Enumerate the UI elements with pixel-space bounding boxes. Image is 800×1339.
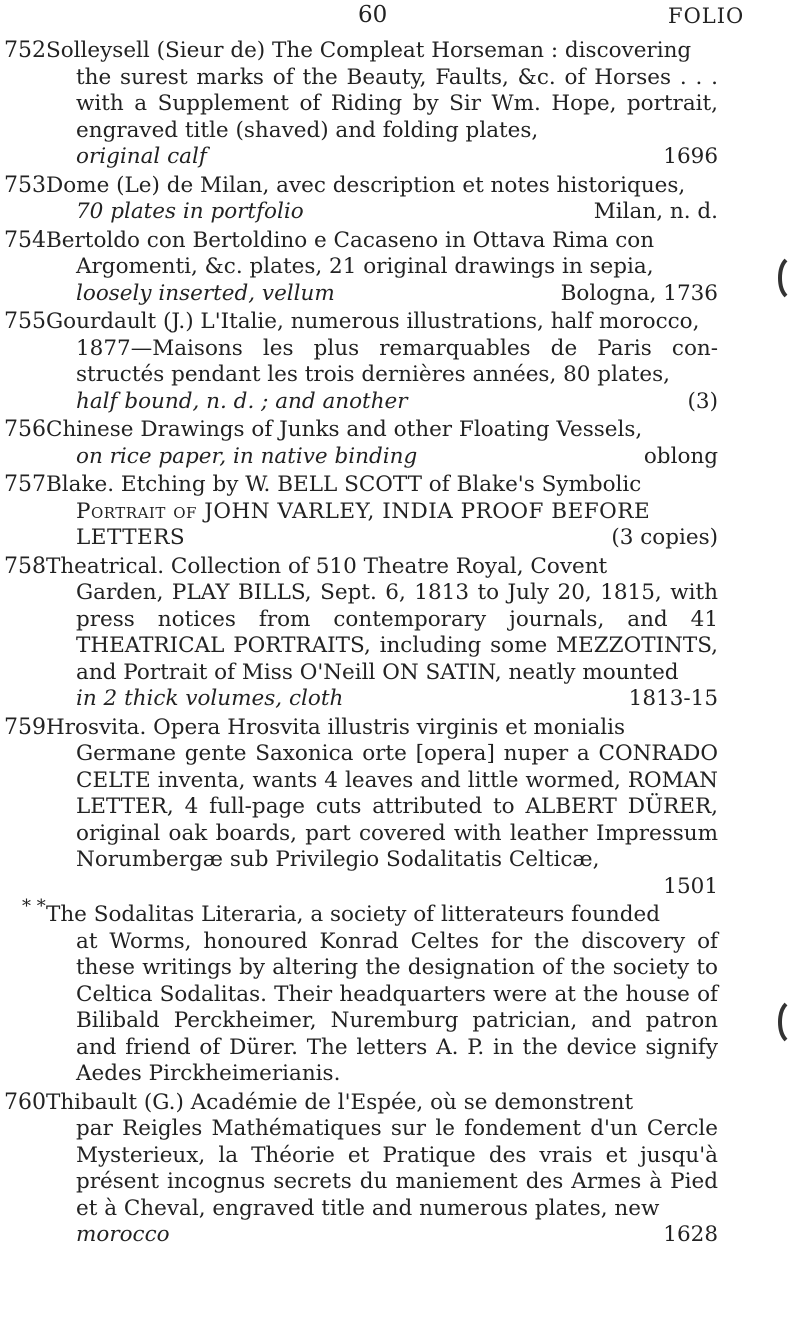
entry-binding: loosely inserted, vellum [76, 280, 335, 306]
entry-binding: 70 plates in portfolio [76, 199, 304, 224]
lot-entry [0, 472, 800, 552]
entry-heading: Theatrical. Collection of 510 Theatre Royal, Covent [46, 553, 608, 579]
entry-binding: on rice paper, in native binding [76, 443, 418, 469]
entry-format: oblong [643, 443, 718, 469]
lot-number: 752 [4, 38, 46, 63]
margin-bracket-icon [776, 1002, 790, 1042]
entry-quantity: (3) [687, 388, 718, 414]
page-number: 60 [358, 2, 388, 28]
lot-entry [0, 417, 800, 470]
lot-entry [0, 715, 800, 901]
entry-state: LETTERS [76, 525, 186, 550]
entry-description: Portrait of JOHN VARLEY, INDIA PROOF BEFORE [76, 498, 651, 524]
lot-entry [0, 309, 800, 415]
lot-entry [0, 228, 800, 308]
entry-quantity: (3 copies) [611, 525, 718, 550]
entry-heading: Dome (Le) de Milan, avec description et notes historiques, [46, 172, 686, 198]
entry-binding: half bound, n. d. ; and another [76, 388, 408, 414]
entry-heading: Bertoldo con Bertoldino e Cacaseno in Ottava Rima con [46, 227, 655, 253]
lot-number: 759 [4, 714, 46, 740]
note-heading: The Sodalitas Literaria, a society of litterateurs founded [46, 902, 661, 927]
entry-heading: Solleysell (Sieur de) The Compleat Horseman : discovering [46, 38, 692, 63]
entry-description: Argomenti, &c. plates, 21 original drawings in sepia, [76, 254, 654, 279]
entry-heading: Hrosvita. Opera Hrosvita illustris virginis et monialis [46, 714, 626, 740]
entry-date: 1813-15 [628, 686, 718, 711]
entry-description: 1877—Maisons les plus remarquables de Paris con-structés pendant les trois dernières années, 80 plates, [76, 335, 718, 387]
lot-number: 756 [4, 417, 46, 442]
entry-binding: in 2 thick volumes, cloth [76, 686, 344, 711]
entry-binding: original calf [76, 144, 207, 169]
asterism-mark: * * [22, 896, 46, 917]
entry-description: Garden, PLAY BILLS, Sept. 6, 1813 to July 20, 1815, with press notices from contemporary journals, and 41 THEATRICAL PORTRAITS, including some MEZZOTINTS, and Portrait of Miss O'Neill ON SATIN, neatly mounted [76, 580, 718, 685]
lot-entry [0, 173, 800, 226]
lot-entry [0, 554, 800, 713]
lot-number: 760 [4, 1089, 46, 1115]
running-title: FOLIO [668, 4, 745, 28]
entry-date: 1696 [663, 144, 718, 169]
entry-date: 1501 [663, 873, 718, 899]
page-header [0, 2, 800, 32]
entry-description: Germane gente Saxonica orte [opera] nuper a CONRADO CELTE inventa, wants 4 leaves and little wormed, ROMAN LETTER, 4 full-page cuts attributed to ALBERT DÜRER, original oak boards, part covered with leather Impressum Norumbergæ sub Privilegio Sodalitatis Celticæ, [76, 741, 718, 872]
entries-list [0, 38, 800, 1251]
lot-number: 757 [4, 472, 46, 497]
entry-description: the surest marks of the Beauty, Faults, &c. of Horses . . . with a Supplement of Riding by Sir Wm. Hope, portrait, engraved title (shaved) and folding plates, [76, 64, 718, 143]
entry-heading: Gourdault (J.) L'Italie, numerous illustrations, half morocco, [46, 309, 700, 334]
entry-heading: Thibault (G.) Académie de l'Espée, où se demonstrent [46, 1089, 634, 1115]
entry-date: Bologna, 1736 [560, 280, 718, 306]
lot-number: 753 [4, 172, 46, 198]
entry-description: par Reigles Mathématiques sur le fondement d'un Cercle Mysterieux, la Théorie et Pratique des vrais et jusqu'à présent incognus secrets du maniement des Armes à Pied et à Cheval, engraved title and numerous plates, new [76, 1116, 718, 1221]
entry-binding: morocco [76, 1222, 170, 1247]
lot-number: 758 [4, 553, 46, 579]
entry-heading: Blake. Etching by W. BELL SCOTT of Blake's Symbolic [46, 472, 642, 497]
margin-bracket-icon [776, 258, 790, 298]
lot-number: 755 [4, 309, 46, 334]
lot-entry [0, 1090, 800, 1249]
note-body: at Worms, honoured Konrad Celtes for the discovery of these writings by altering the designation of the society to Celtica Sodalitas. Their headquarters were at the house of Bilibald Perckheimer, Nuremburg patrician, and patron and friend of Dürer. The letters A. P. in the device signify Aedes Pirckheimerianis. [76, 928, 718, 1086]
entry-note [0, 896, 800, 1088]
entry-heading: Chinese Drawings of Junks and other Floating Vessels, [46, 417, 643, 442]
entry-date: Milan, n. d. [593, 199, 718, 224]
lot-number: 754 [4, 227, 46, 253]
entry-date: 1628 [663, 1222, 718, 1247]
lot-entry [0, 38, 800, 171]
